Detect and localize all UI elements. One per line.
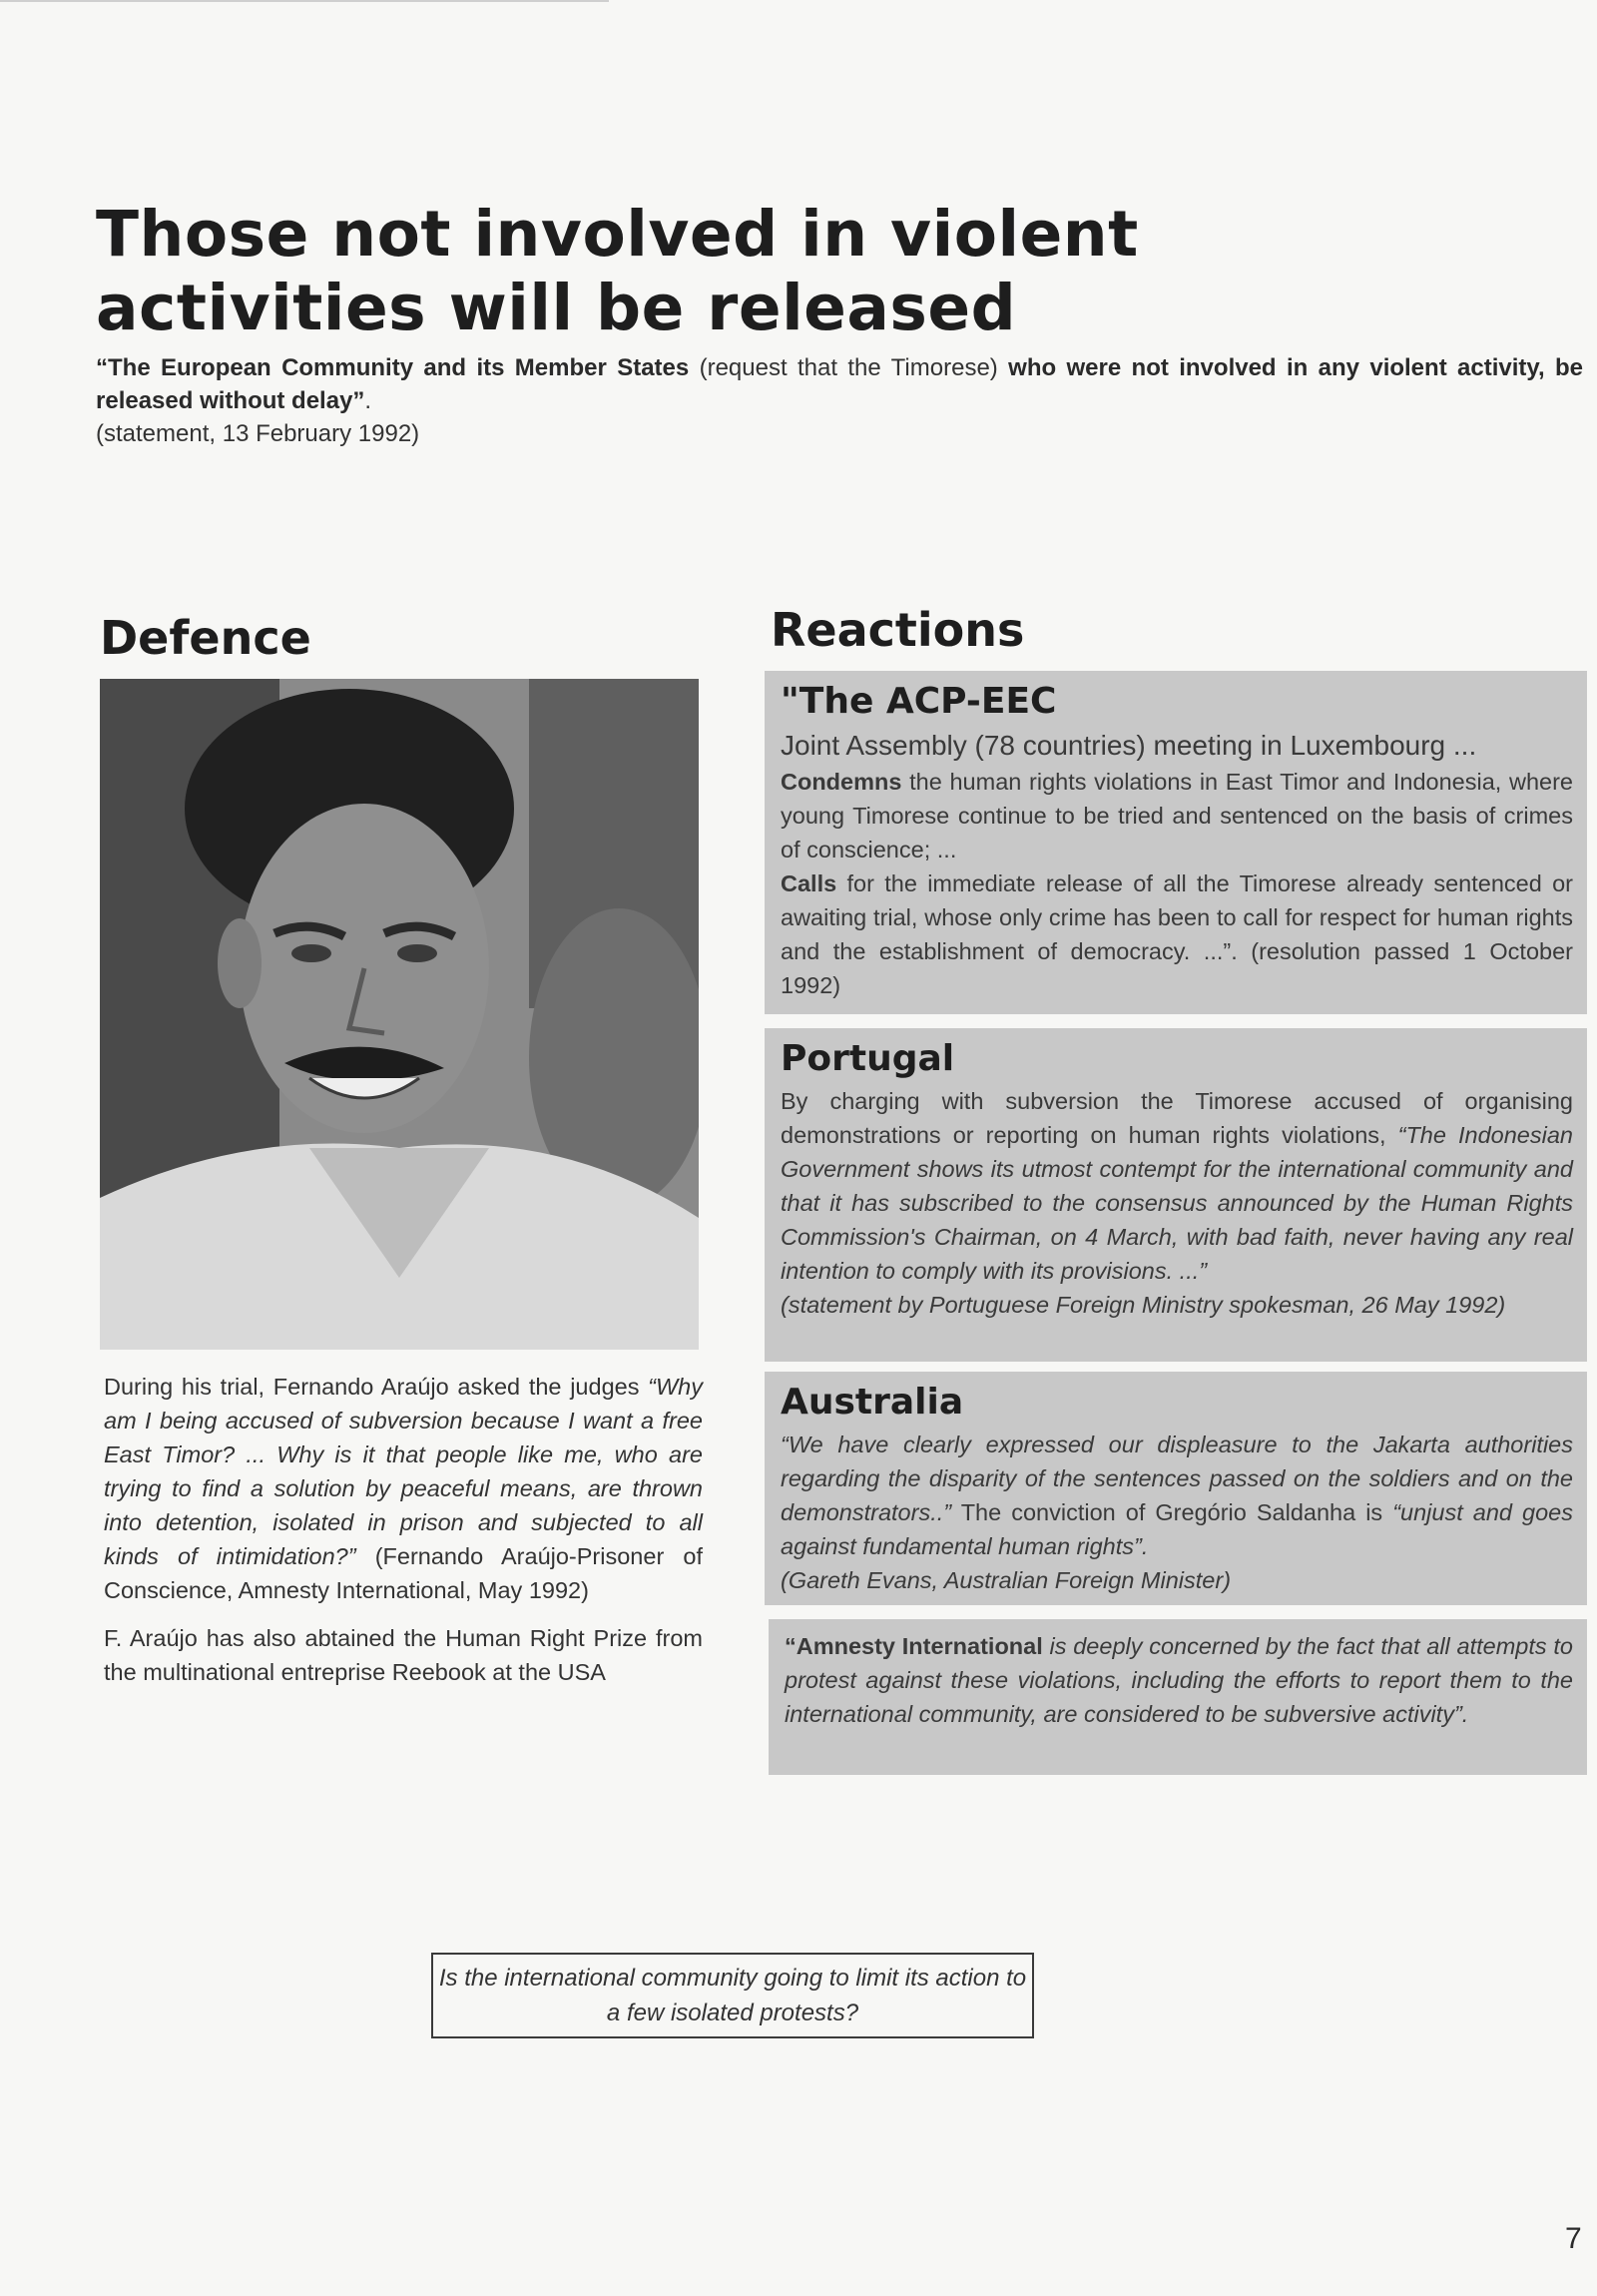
acp-eec-title: "The ACP-EEC	[781, 681, 1057, 722]
intro-part1: “The European Community and its Member States	[96, 354, 690, 381]
portugal-box	[765, 1028, 1587, 1362]
intro-source: (statement, 13 February 1992)	[96, 420, 420, 447]
portugal-text: By charging with subversion the Timorese accused of organising demonstrations or reporting on human rights violations,	[781, 1088, 1573, 1148]
intro-part2: (request that the Timorese)	[689, 354, 1009, 381]
australia-source: (Gareth Evans, Australian Foreign Minister)	[781, 1567, 1232, 1593]
portrait-photo	[100, 679, 699, 1350]
amnesty-text: is deeply concerned by the fact that all attempts to protest against these violations, including the efforts to report them to the international community, are considered to be subversive activity”.	[785, 1633, 1573, 1727]
amnesty-box	[769, 1619, 1587, 1775]
australia-body	[781, 1428, 1573, 1563]
australia-box	[765, 1372, 1587, 1605]
portugal-quote: “The Indonesian Government shows its utmost contempt for the international community and that it has subscribed to the consensus announced by the Human Rights Commission's Chairman, on 4 March, with bad faith, never having any real intention to comply with its provisions. ...”	[781, 1122, 1573, 1284]
calls-label: Calls	[781, 870, 837, 896]
acp-eec-box	[765, 671, 1587, 1014]
acp-eec-condemns	[781, 765, 1573, 866]
australia-title: Australia	[781, 1382, 964, 1423]
australia-quote-1: “We have clearly expressed our displeasure to the Jakarta authorities regarding the disparity of the sentences passed on the soldiers and on the demonstrators..”	[781, 1432, 1573, 1525]
page-number: 7	[1565, 2222, 1582, 2255]
condemns-label: Condemns	[781, 769, 902, 795]
calls-text: for the immediate release of all the Timorese already sentenced or awaiting trial, whose only crime has been to call for respect for human rights and the establishment of democracy. ...”. (resolution passed 1 October 1992)	[781, 870, 1573, 998]
australia-text: The conviction of Gregório Saldanha is	[951, 1499, 1393, 1525]
acp-eec-subtitle: Joint Assembly (78 countries) meeting in Luxembourg ...	[781, 730, 1477, 761]
top-rule	[0, 0, 609, 2]
portugal-title: Portugal	[781, 1038, 955, 1079]
reactions-heading: Reactions	[771, 603, 1025, 657]
defence-text	[104, 1370, 703, 1703]
portugal-source: (statement by Portuguese Foreign Ministry spokesman, 26 May 1992)	[781, 1292, 1506, 1318]
defence-paragraph-1	[104, 1370, 703, 1607]
defence-p1-quote: “Why am I being accused of subversion because I want a free East Timor? ... Why is it that people like me, who are trying to find a solution by peaceful means, are thrown into detention, isolated in prison and subjected to all kinds of intimidation?”	[104, 1374, 703, 1569]
condemns-text: the human rights violations in East Timor and Indonesia, where young Timorese continue to be tried and sentenced on the basis of crimes of conscience; ...	[781, 769, 1573, 862]
page-title: Those not involved in violent activities will be released	[96, 198, 1139, 344]
amnesty-label: “Amnesty International	[785, 1633, 1043, 1659]
intro-part3: who were not involved in any violent activity, be released without delay”	[96, 354, 1584, 414]
defence-heading: Defence	[100, 611, 311, 665]
portrait-illustration	[100, 679, 699, 1350]
australia-quote-2: “unjust and goes against fundamental human rights”.	[781, 1499, 1573, 1559]
acp-eec-calls	[781, 866, 1573, 1002]
question-box: Is the international community going to limit its action to a few isolated protests?	[431, 1953, 1034, 2038]
defence-p1-source: (Fernando Araújo-Prisoner of Conscience, Amnesty International, May 1992)	[104, 1543, 704, 1603]
intro-statement	[96, 351, 1583, 450]
intro-part4: .	[364, 387, 372, 414]
defence-p1-intro: During his trial, Fernando Araújo asked the judges	[104, 1374, 649, 1400]
portugal-body	[781, 1084, 1573, 1288]
defence-paragraph-2: F. Araújo has also abtained the Human Right Prize from the multinational entreprise Reebook at the USA	[104, 1625, 703, 1685]
